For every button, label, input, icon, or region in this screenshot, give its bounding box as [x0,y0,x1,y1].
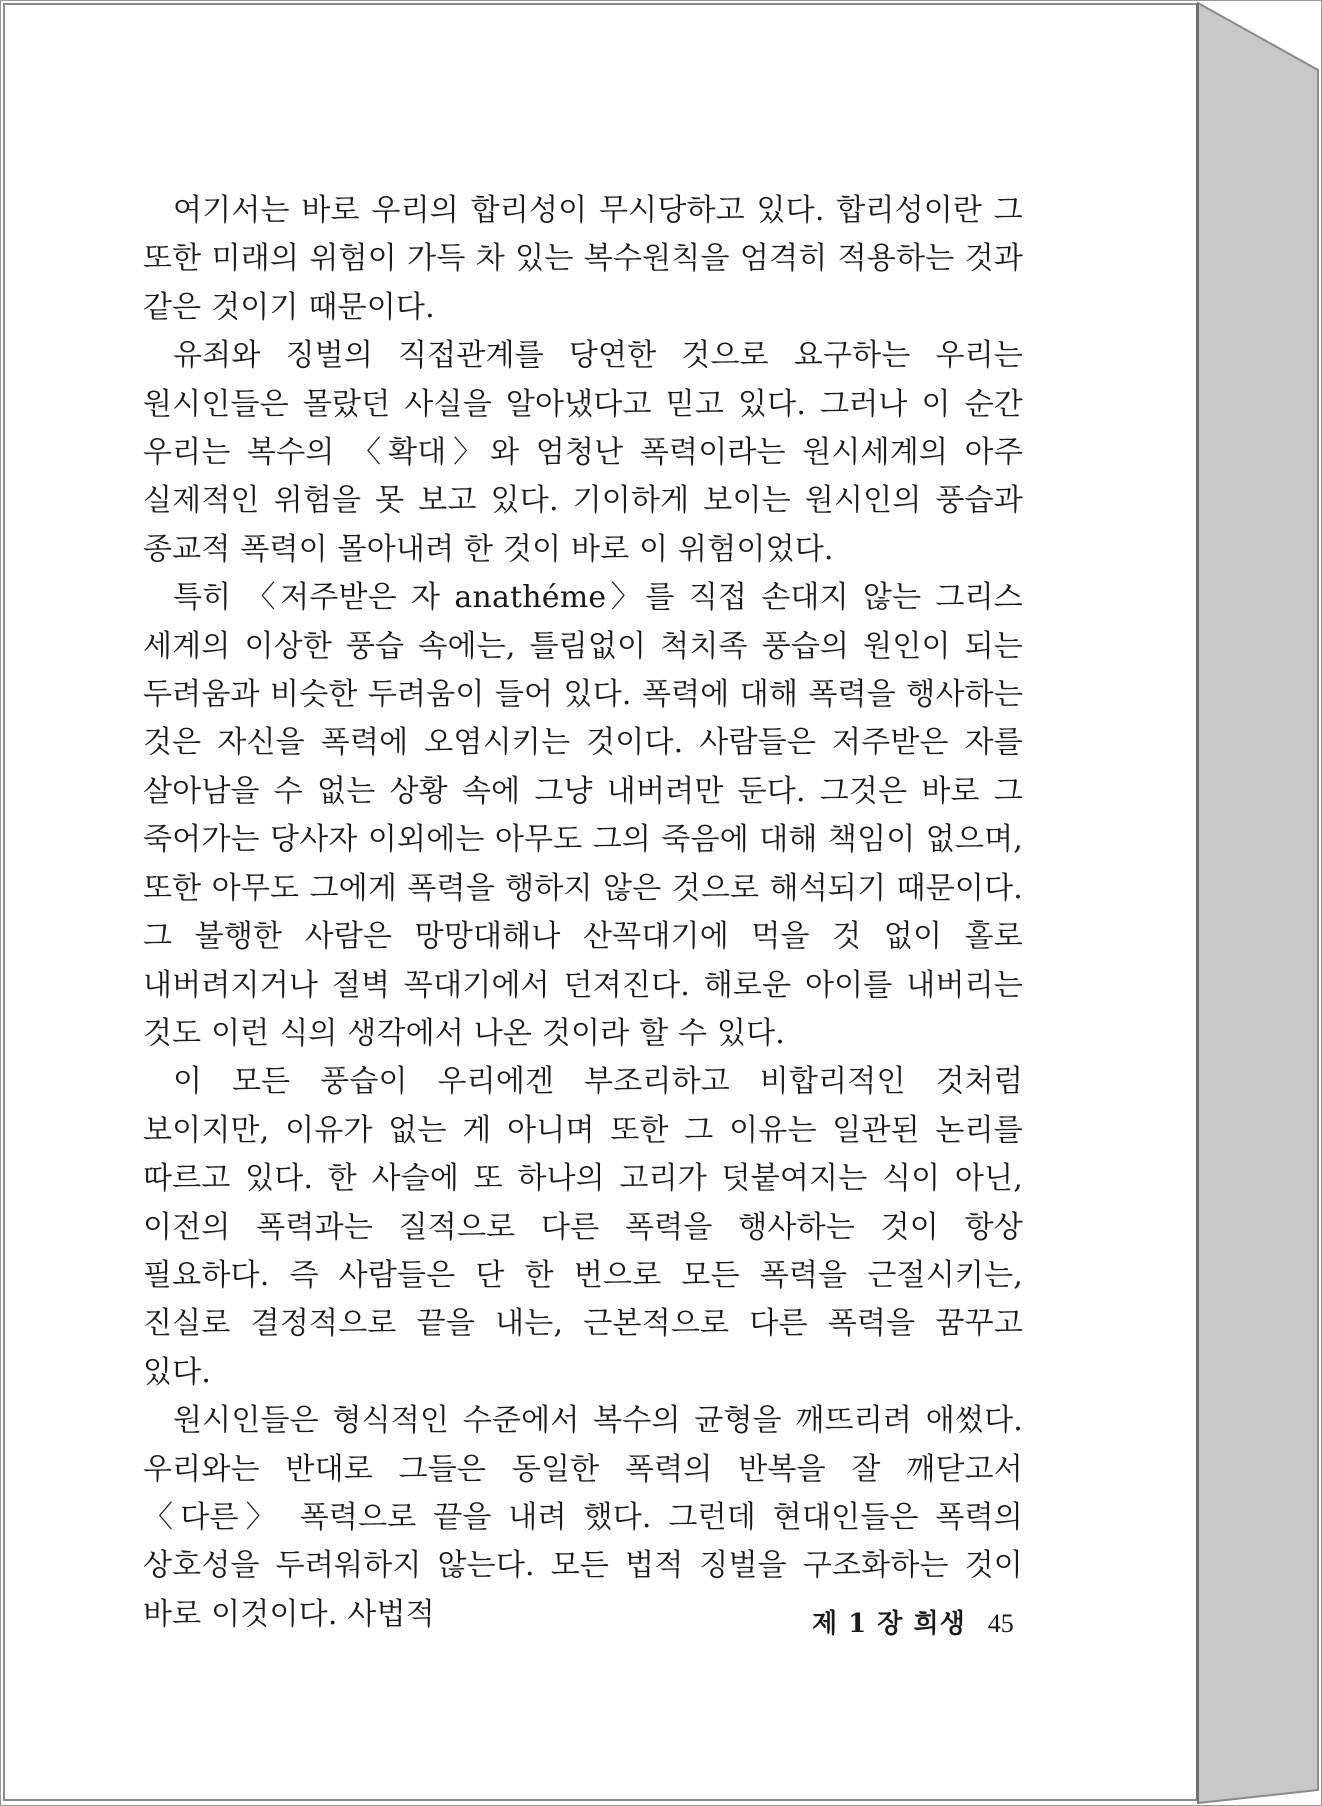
paragraph-2: 유죄와 징벌의 직접관계를 당연한 것으로 요구하는 우리는 원시인들은 몰랐던 사실을 알아냈다고 믿고 있다. 그러나 이 순간 우리는 복수의 〈확대〉와 엄청난 폭력이라는 원시세계의 아주 실제적인 위험을 못 보고 있다. 기이하게 보이는 원시인의 풍습과 종교적 폭력이 몰아내려 한 것이 바로 이 위험이었다. [143,338,1023,567]
page-number: 45 [987,1609,1014,1638]
paragraph-4: 이 모든 풍습이 우리에겐 부조리하고 비합리적인 것처럼 보이지만, 이유가 없는 게 아니며 또한 그 이유는 일관된 논리를 따르고 있다. 한 사슬에 또 하나의 고리가 덧붙여지는 식이 아닌, 이전의 폭력과는 질적으로 다른 폭력을 행사하는 것이 항상 필요하다. 즉 사람들은 단 한 번으로 모든 폭력을 근절시키는, 진실로 결정적으로 끝을 내는, 근본적으로 다른 폭력을 꿈꾸고 있다. [143,1064,1023,1390]
page-footer [812,1603,1014,1640]
paragraph-3: 특히 〈저주받은 자 anathéme〉를 직접 손대지 않는 그리스 세계의 이상한 풍습 속에는, 틀림없이 척치족 풍습의 원인이 되는 두려움과 비슷한 두려움이 들어 있다. 폭력에 대해 폭력을 행사하는 것은 자신을 폭력에 오염시키는 것이다. 사람들은 저주받은 자를 살아남을 수 없는 상황 속에 그냥 내버려만 둔다. 그것은 바로 그 죽어가는 당사자 이외에는 아무도 그의 죽음에 대해 책임이 없으며, 또한 아무도 그에게 폭력을 행하지 않은 것으로 해석되기 때문이다. 그 불행한 사람은 망망대해나 산꼭대기에 먹을 것 없이 홀로 내버려지거나 절벽 꼭대기에서 던져진다. 해로운 아이를 내버리는 것도 이런 식의 생각에서 나온 것이라 할 수 있다. [143,580,1023,1051]
paragraph-5: 원시인들은 형식적인 수준에서 복수의 균형을 깨뜨리려 애썼다. 우리와는 반대로 그들은 동일한 폭력의 반복을 잘 깨닫고서 〈다른〉 폭력으로 끝을 내려 했다. 그런데 현대인들은 폭력의 상호성을 두려워하지 않는다. 모든 법적 징벌을 구조화하는 것이 바로 이것이다. 사법적 [143,1403,1023,1632]
chapter-title: 제 1 장 희생 [812,1609,966,1639]
paragraph-1: 여기서는 바로 우리의 합리성이 무시당하고 있다. 합리성이란 그 또한 미래의 위험이 가득 차 있는 복수원칙을 엄격히 적용하는 것과 같은 것이기 때문이다. [143,193,1023,325]
page-body-text [143,187,1023,1639]
